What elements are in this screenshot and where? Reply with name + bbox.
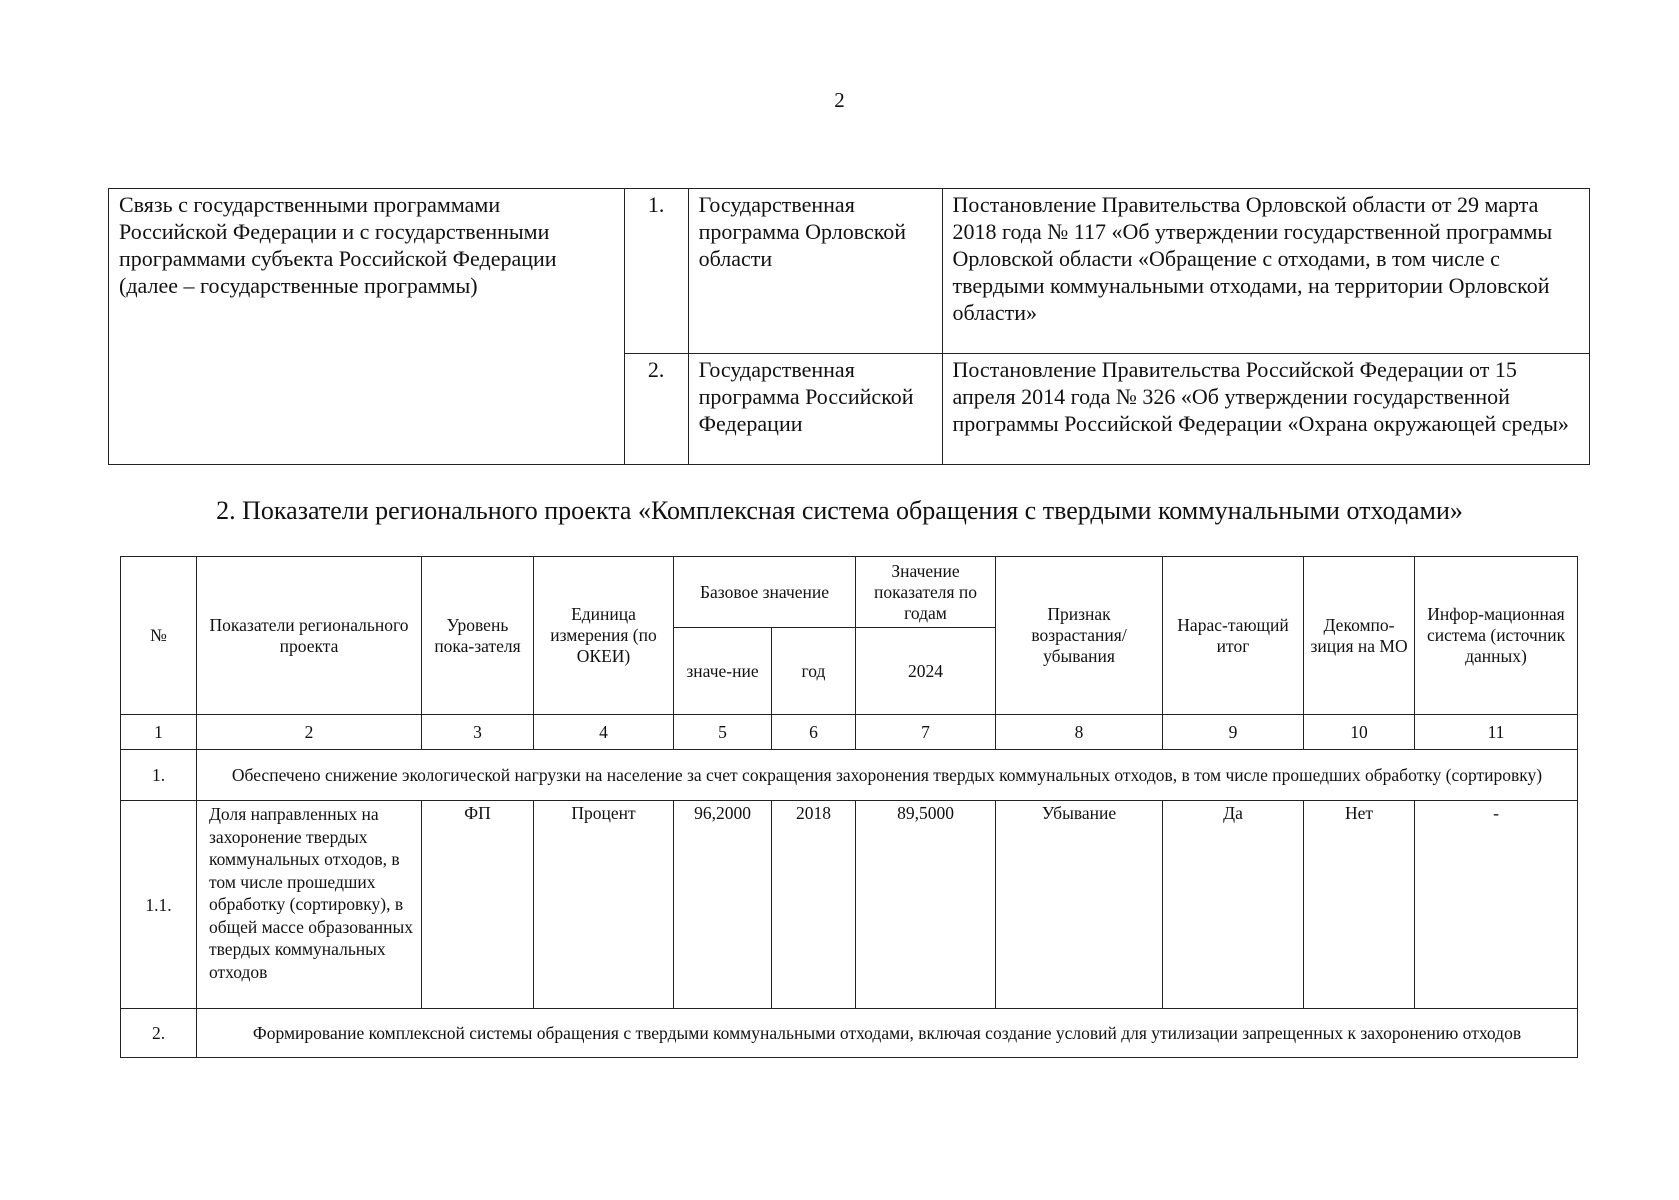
header-base: Базовое значение — [674, 557, 856, 628]
header-unit: Единица измерения (по ОКЕИ) — [534, 557, 674, 715]
task-number: 2. — [121, 1009, 197, 1058]
indicators-table — [120, 556, 1578, 1058]
header-year-2024: 2024 — [856, 628, 996, 715]
indicator-base-year: 2018 — [772, 801, 856, 1009]
indicator-level: ФП — [422, 801, 534, 1009]
indicator-name: Доля направленных на захоронение твердых коммунальных отходов, в том числе прошедших обработку (сортировку), в общей массе образованных твердых коммунальных отходов — [197, 801, 422, 1009]
program-document: Постановление Правительства Орловской области от 29 марта 2018 года № 117 «Об утверждении государственной программы Орловской области «Обращение с отходами, в том числе с твердыми коммунальными отходами, на территории Орловской области» — [942, 189, 1590, 354]
header-indicator: Показатели регионального проекта — [197, 557, 422, 715]
header-trend: Признак возрастания/ убывания — [996, 557, 1163, 715]
task-text: Обеспечено снижение экологической нагрузки на население за счет сокращения захоронения твердых коммунальных отходов, в том числе прошедших обработку (сортировку) — [197, 750, 1578, 801]
column-number: 7 — [856, 715, 996, 750]
task-text: Формирование комплексной системы обращения с твердыми коммунальными отходами, включая создание условий для утилизации запрещенных к захоронению отходов — [197, 1009, 1578, 1058]
column-number: 8 — [996, 715, 1163, 750]
column-number: 3 — [422, 715, 534, 750]
column-number: 2 — [197, 715, 422, 750]
program-number: 2. — [624, 354, 688, 465]
task-number: 1. — [121, 750, 197, 801]
header-row — [121, 557, 1578, 628]
program-name: Государственная программа Российской Федерации — [688, 354, 942, 465]
column-number-row — [121, 715, 1578, 750]
column-number: 6 — [772, 715, 856, 750]
header-base-value: значе-ние — [674, 628, 772, 715]
indicator-base-value: 96,2000 — [674, 801, 772, 1009]
indicator-value-2024: 89,5000 — [856, 801, 996, 1009]
indicator-trend: Убывание — [996, 801, 1163, 1009]
program-name: Государственная программа Орловской области — [688, 189, 942, 354]
program-number: 1. — [624, 189, 688, 354]
indicator-cumulative: Да — [1163, 801, 1304, 1009]
header-level: Уровень пока-зателя — [422, 557, 534, 715]
header-num: № — [121, 557, 197, 715]
state-programs-table — [108, 188, 1590, 465]
header-info-system: Инфор-мационная система (источник данных) — [1415, 557, 1578, 715]
indicator-number: 1.1. — [121, 801, 197, 1009]
indicator-info-system: - — [1415, 801, 1578, 1009]
indicator-unit: Процент — [534, 801, 674, 1009]
page-number: 2 — [834, 88, 845, 112]
column-number: 11 — [1415, 715, 1578, 750]
task-row — [121, 1009, 1578, 1058]
task-row — [121, 750, 1578, 801]
column-number: 5 — [674, 715, 772, 750]
programs-label: Связь с государственными программами Российской Федерации и с государственными программами субъекта Российской Федерации (далее – государственные программы) — [109, 189, 625, 465]
header-cumulative: Нарас-тающий итог — [1163, 557, 1304, 715]
program-document: Постановление Правительства Российской Федерации от 15 апреля 2014 года № 326 «Об утверждении государственной программы Российской Федерации «Охрана окружающей среды» — [942, 354, 1590, 465]
column-number: 4 — [534, 715, 674, 750]
header-decomposition: Декомпо-зиция на МО — [1304, 557, 1415, 715]
section-title: 2. Показатели регионального проекта «Комплексная система обращения с твердыми коммунальными отходами» — [216, 496, 1463, 525]
column-number: 1 — [121, 715, 197, 750]
table-row — [109, 189, 1590, 354]
header-base-year: год — [772, 628, 856, 715]
indicator-decomposition: Нет — [1304, 801, 1415, 1009]
indicator-row — [121, 801, 1578, 1009]
column-number: 10 — [1304, 715, 1415, 750]
column-number: 9 — [1163, 715, 1304, 750]
header-by-years: Значение показателя по годам — [856, 557, 996, 628]
